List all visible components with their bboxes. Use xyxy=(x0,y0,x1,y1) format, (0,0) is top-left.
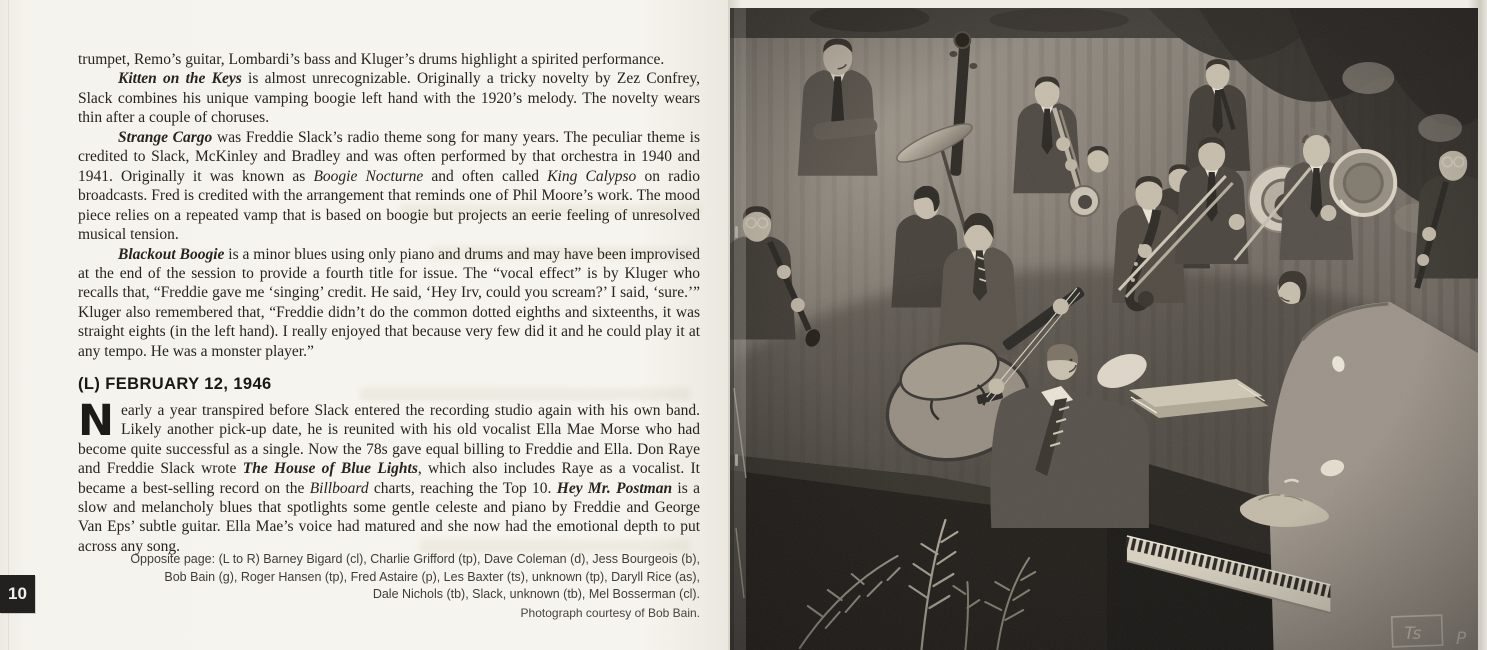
body-paragraph xyxy=(78,50,700,69)
text-segment: Kitten on the Keys xyxy=(118,70,242,88)
text-segment: Blackout Boogie xyxy=(118,245,225,263)
text-segment: is a minor blues using only piano and drums and may have been improvised at the end of the session to provide a fourth title for issue. The “vocal effect” is by Kluger who recalls that, “Freddie gave me ‘singing’ credit. He said, ‘Hey Irv, could you scream?’ I said, ‘sure.’” Kluger also remembered that, “Freddie didn’t do the common dotted eighths and sixteenths, it was straight eights (in the left hand). I really enjoyed that because very few did it and he could play it at any tempo. He was a monster player.” xyxy=(78,245,701,360)
text-segment: , which also includes Raye as a vocalist. It became a best-selling record on the xyxy=(78,460,700,497)
right-page xyxy=(728,0,1487,650)
section-heading: (L) FEBRUARY 12, 1946 xyxy=(78,375,272,394)
caption-line: Bob Bain (g), Roger Hansen (tp), Fred Astaire (p), Les Baxter (ts), unknown (tp), Daryll Rice (as), xyxy=(164,569,700,584)
page-number-badge: 10 xyxy=(0,575,35,613)
text-segment: Billboard xyxy=(309,479,369,497)
text-segment: trumpet, Remo’s guitar, Lombardi’s bass and Kluger’s drums highlight a spirited performance. xyxy=(78,51,665,68)
left-page xyxy=(0,0,728,650)
band-photograph xyxy=(730,8,1478,650)
photo-grain xyxy=(730,8,1478,650)
drop-cap: N xyxy=(78,395,114,446)
text-segment: Hey Mr. Postman xyxy=(556,479,673,497)
text-segment: on radio broadcasts. Fred is credited with the arrangement that reminds one of Phil Moore’s work. The mood piece relies on a repeated vamp that is based on boogie but projects an eerie feeling of unresolved musical tension. xyxy=(78,167,701,244)
text-segment: Strange Cargo xyxy=(118,128,213,146)
text-segment: is a slow and melancholy blues that spotlights some gentle celeste and piano by Freddie and George Van Eps’ subtle guitar. Ella Mae’s voice had matured and she now had the emotional depth to put across any song. xyxy=(78,479,700,555)
dropcap-paragraph xyxy=(78,395,700,557)
caption-credit: Photograph courtesy of Bob Bain. xyxy=(520,605,700,620)
page-fold-line xyxy=(8,0,9,650)
text-segment: Boogie Nocturne xyxy=(313,167,424,185)
caption-line: Opposite page: (L to R) Barney Bigard (cl), Charlie Grifford (tp), Dave Coleman (d), Jess Bourgeois (b), xyxy=(130,552,700,566)
body-paragraph xyxy=(78,128,700,245)
body-paragraphs xyxy=(78,50,700,361)
text-segment: is almost unrecognizable. Originally a tricky novelty by Zez Confrey, Slack combines his unique vamping boogie left hand with the 1920’s melody. The novelty wears thin after a couple of choruses. xyxy=(78,70,700,127)
caption-line: Dale Nichols (tb), Slack, unknown (tb), Mel Bosserman (cl). xyxy=(372,587,700,602)
text-segment: early a year transpired before Slack entered the recording studio again with his own band. Likely another pick-up date, he is reunited with his old vocalist Ella Mae Morse who had become quite successful as a single. Now the 78s gave equal billing to Freddie and Ella. Don Raye and Freddie Slack wrote xyxy=(78,401,700,478)
text-segment: was Freddie Slack’s radio theme song for many years. The peculiar theme is credited to Slack, McKinley and Bradley and was often performed by that orchestra in 1940 and 1941. Originally it was known as xyxy=(78,128,700,185)
text-segment: charts, reaching the Top 10. xyxy=(368,479,557,497)
text-column xyxy=(78,50,700,556)
caption-lines xyxy=(40,551,700,604)
body-paragraph xyxy=(78,245,700,362)
text-segment: King Calypso xyxy=(547,167,637,185)
text-segment: The House of Blue Lights xyxy=(242,460,418,478)
text-segment: and often called xyxy=(423,167,548,185)
photo-caption xyxy=(40,551,700,622)
body-paragraph xyxy=(78,69,700,127)
